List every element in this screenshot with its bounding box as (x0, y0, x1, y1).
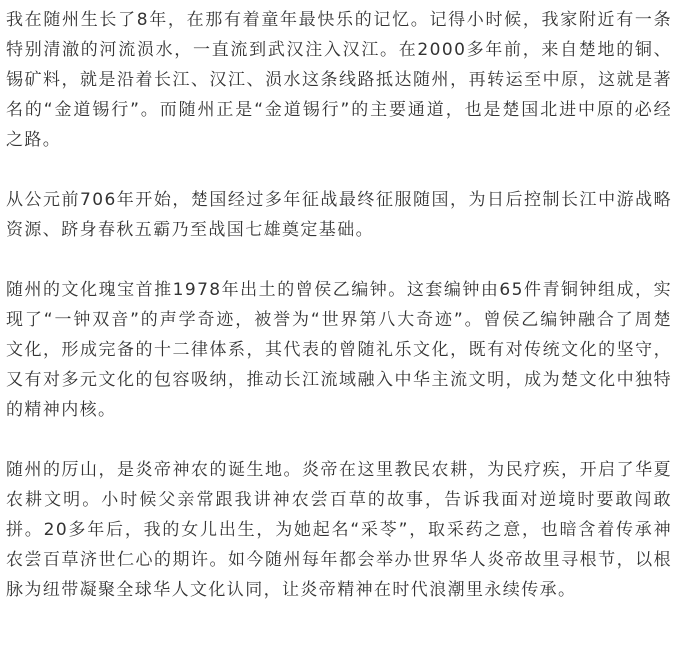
paragraph-chu-conquest: 从公元前706年开始，楚国经过多年征战最终征服随国，为日后控制长江中游战略资源、跻身春秋五霸乃至战国七雄奠定基础。 (6, 190, 672, 240)
paragraph-suizhou-childhood: 我在随州生长了8年，在那有着童年最快乐的记忆。记得小时候，我家附近有一条特别清澈的河流涢水，一直流到武汉注入汉江。在2000多年前，来自楚地的铜、锡矿料，就是沿着长江、汉江、涢水这条线路抵达随州，再转运至中原，这就是著名的“金道锡行”。而随州正是“金道锡行”的主要通道，也是楚国北进中原的必经之路。 (6, 10, 672, 150)
paragraph-bianzhong: 随州的文化瑰宝首推1978年出土的曾侯乙编钟。这套编钟由65件青铜钟组成，实现了“一钟双音”的声学奇迹，被誉为“世界第八大奇迹”。曾侯乙编钟融合了周楚文化，形成完备的十二律体系，其代表的曾随礼乐文化，既有对传统文化的坚守，又有对多元文化的包容吸纳，推动长江流域融入中华主流文明，成为楚文化中独特的精神内核。 (6, 280, 672, 420)
paragraph-yandi-shennong: 随州的厉山，是炎帝神农的诞生地。炎帝在这里教民农耕，为民疗疾，开启了华夏农耕文明。小时候父亲常跟我讲神农尝百草的故事，告诉我面对逆境时要敢闯敢拼。20多年后，我的女儿出生，为她起名“采苓”，取采药之意，也暗含着传承神农尝百草济世仁心的期许。如今随州每年都会举办世界华人炎帝故里寻根节，以根脉为纽带凝聚全球华人文化认同，让炎帝精神在时代浪潮里永续传承。 (6, 460, 672, 600)
